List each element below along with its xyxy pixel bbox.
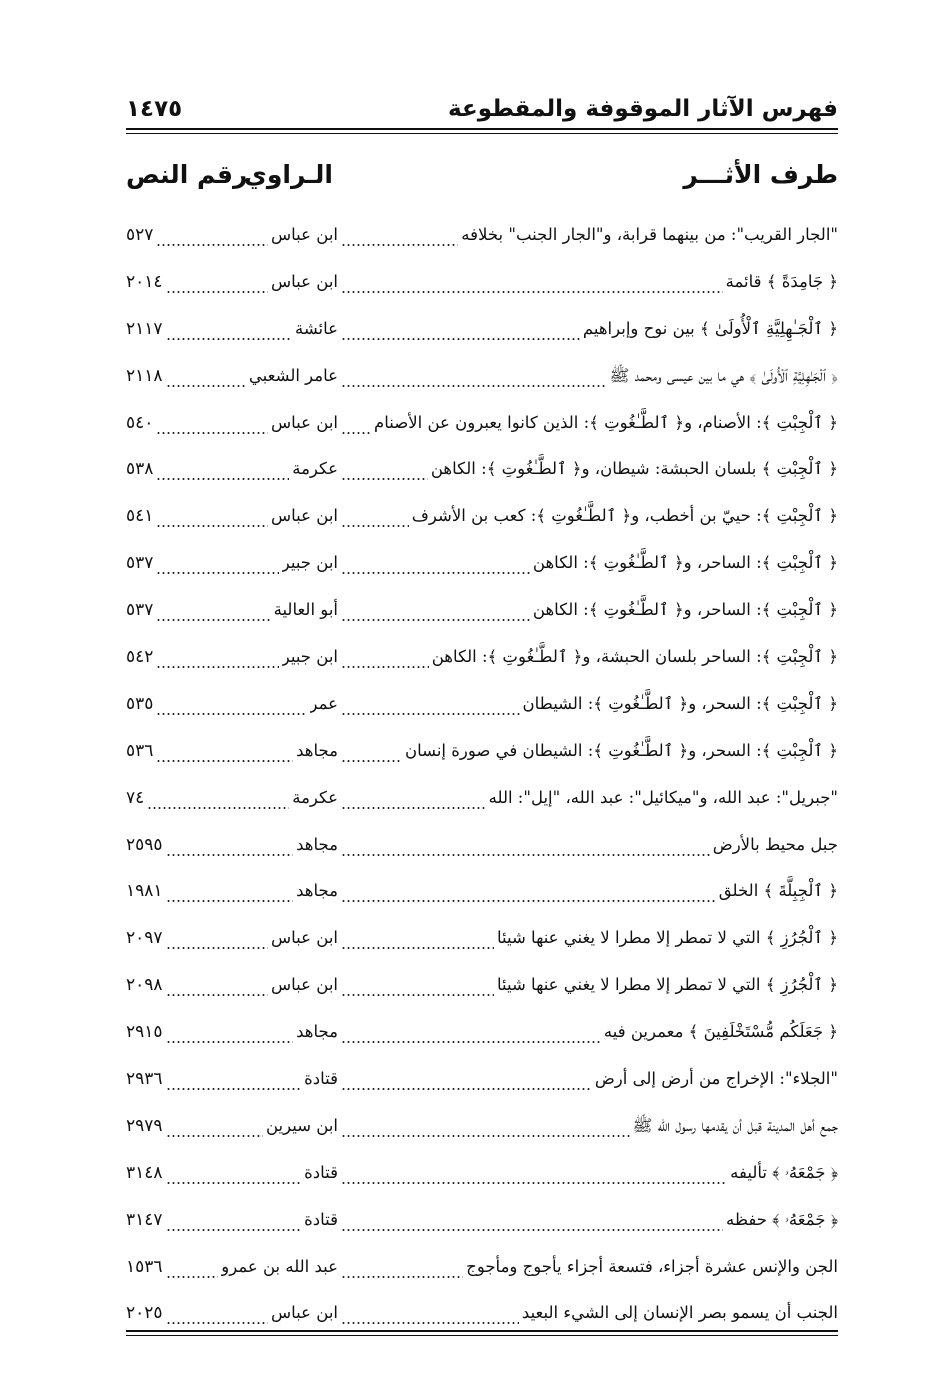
entry-text: ﴿ جَعَلَكُم مُّسْتَخْلَفِينَ ﴾ معمرين فيه (603, 1022, 838, 1042)
entry-text: ﴿ ٱلْجِبْتِ ﴾ بلسان الحبشة: شيطان، و﴿ ٱلطَّـٰغُوتِ ﴾: الكاهن (430, 459, 838, 479)
entry-text: ﴿ ٱلْجِبْتِ ﴾: السحر، و﴿ ٱلطَّـٰغُوتِ ﴾: الشيطان (522, 693, 838, 713)
entry-text: "جبريل": عبد الله، و"ميكائيل": عبد الله، "إيل": الله (488, 787, 838, 807)
entry-number: ١٥٣٦ (126, 1256, 163, 1277)
leader-dots (166, 1103, 263, 1150)
index-row (126, 634, 838, 681)
entry-narrator: عمر (309, 693, 338, 713)
entry-text: ﴿ ٱلْجِبْتِ ﴾: الساحر، و﴿ ٱلطَّـٰغُوتِ ﴾: الكاهن (532, 553, 838, 573)
index-row (126, 1150, 838, 1197)
leader-dots (341, 540, 530, 587)
entry-number: ٣١٤٨ (126, 1162, 163, 1183)
leader-dots (341, 728, 402, 775)
index-row (126, 306, 838, 353)
entry-text: "الجلاء": الإخراج من أرض إلى أرض (594, 1069, 838, 1089)
leader-dots (166, 1150, 302, 1197)
index-row (126, 728, 838, 775)
entry-narrator: ابن عباس (271, 928, 338, 948)
leader-dots (341, 915, 494, 962)
entry-number: ٢٩١٥ (126, 1022, 163, 1043)
entry-number: ٢٠٢٥ (126, 1303, 163, 1324)
leader-dots (156, 728, 293, 775)
leader-dots (156, 540, 278, 587)
entry-text: ﴿ ٱلْجَـٰهِلِيَّةِ ٱلْأُولَىٰ ﴾ بين نوح وإبراهيم (582, 318, 838, 338)
entry-narrator: مجاهد (296, 834, 338, 854)
index-row (126, 915, 838, 962)
leader-dots (341, 1103, 630, 1150)
leader-dots (166, 962, 268, 1009)
entry-narrator: عبد الله بن عمرو (221, 1256, 338, 1276)
leader-dots (341, 868, 716, 915)
entry-number: ٢١١٨ (126, 365, 163, 386)
entry-narrator: عكرمة (292, 787, 338, 807)
entry-text: ﴿ ٱلْجَـٰهِلِيَّةِ ٱلْأُولَىٰ ﴾ هي ما بين عيسى ومحمد ﷺ (609, 365, 838, 385)
leader-dots (341, 400, 371, 447)
entry-narrator: عامر الشعبي (248, 365, 338, 385)
page-number: ١٤٧٥ (126, 96, 183, 122)
leader-dots (341, 1244, 463, 1291)
entry-text: ﴿ ٱلْجُرُزِ ﴾ التي لا تمطر إلا مطرا لا يغني عنها شيئا (497, 975, 838, 995)
entry-text: ﴿ جَامِدَةً ﴾ قائمة (725, 271, 838, 291)
index-row (126, 868, 838, 915)
running-title: فهرس الآثار الموقوفة والمقطوعة (448, 96, 838, 122)
entry-number: ٥٢٧ (126, 225, 154, 245)
leader-dots (341, 962, 494, 1009)
entry-narrator: عكرمة (292, 459, 338, 479)
leader-dots (166, 353, 246, 400)
entry-narrator: ابن عباس (271, 506, 338, 526)
entry-text: ﴿ ٱلْجُرُزِ ﴾ التي لا تمطر إلا مطرا لا يغني عنها شيئا (497, 928, 838, 948)
running-header (126, 80, 838, 122)
leader-dots (341, 353, 607, 400)
entry-narrator: قتادة (304, 1209, 338, 1229)
leader-dots (341, 1056, 592, 1103)
entry-text: ﴿ ٱلْجِبْتِ ﴾: حييّ بن أخطب، و﴿ ٱلطَّـٰغُوتِ ﴾: كعب بن الأشرف (411, 506, 838, 526)
entry-number: ٢٩٧٩ (126, 1115, 163, 1136)
entry-text: الجن والإنس عشرة أجزاء، فتسعة أجزاء يأجوج ومأجوج (466, 1256, 838, 1276)
index-row (126, 962, 838, 1009)
entry-number: ٧٤ (126, 787, 145, 808)
index-row (126, 822, 838, 869)
index-row (126, 1056, 838, 1103)
leader-dots (341, 212, 458, 259)
leader-dots (166, 1056, 302, 1103)
footer-rule (126, 1330, 838, 1336)
leader-dots (166, 868, 294, 915)
entry-number: ٥٣٦ (126, 740, 154, 761)
column-header-text: طرف الأثـــر (683, 160, 838, 189)
entry-narrator: مجاهد (296, 740, 338, 760)
leader-dots (156, 400, 268, 447)
header-rule (126, 128, 838, 134)
index-entries (126, 212, 838, 1337)
leader-dots (166, 1197, 302, 1244)
leader-dots (341, 1197, 723, 1244)
leader-dots (166, 1244, 219, 1291)
leader-dots (166, 822, 294, 869)
column-headers (126, 160, 838, 206)
entry-number: ٢٥٩٥ (126, 834, 163, 855)
index-row (126, 1244, 838, 1291)
leader-dots (341, 259, 723, 306)
entry-number: ٣١٤٧ (126, 1209, 163, 1230)
entry-narrator: مجاهد (296, 1022, 338, 1042)
index-row (126, 681, 838, 728)
index-row (126, 540, 838, 587)
index-row (126, 1009, 838, 1056)
entry-text: "الجار القريب": من بينهما قرابة، و"الجار الجنب" بخلافه (461, 225, 838, 244)
index-row (126, 353, 838, 400)
leader-dots (341, 681, 520, 728)
leader-dots (156, 212, 268, 259)
entry-number: ٥٣٨ (126, 459, 154, 480)
leader-dots (341, 587, 530, 634)
column-header-number: رقم النص (126, 160, 248, 189)
index-row (126, 493, 838, 540)
entry-number: ٢٠٩٧ (126, 928, 163, 949)
entry-number: ٥٣٥ (126, 693, 154, 714)
leader-dots (341, 1009, 601, 1056)
entry-narrator: ابن عباس (271, 1303, 338, 1323)
entry-text: ﴿ ٱلْجِبْتِ ﴾: السحر، و﴿ ٱلطَّـٰغُوتِ ﴾: الشيطان في صورة إنسان (404, 740, 838, 760)
entry-text: ﴿ ٱلْجِبْتِ ﴾: الساحر، و﴿ ٱلطَّـٰغُوتِ ﴾: الكاهن (532, 600, 838, 620)
entry-number: ٥٤١ (126, 506, 154, 527)
entry-text: جبل محيط بالأرض (712, 834, 838, 854)
leader-dots (156, 681, 306, 728)
leader-dots (341, 822, 710, 869)
leader-dots (341, 306, 580, 353)
entry-narrator: ابن جبير (281, 647, 338, 667)
entry-number: ٥٣٧ (126, 600, 154, 621)
index-row (126, 259, 838, 306)
entry-narrator: قتادة (304, 1069, 338, 1089)
index-row (126, 1197, 838, 1244)
entry-narrator: عائشة (294, 318, 338, 338)
leader-dots (156, 634, 278, 681)
entry-text: ﴿ جَمْعَهُۥ ﴾ حفظه (726, 1209, 838, 1229)
index-row (126, 1103, 838, 1150)
entry-text: ﴿ ٱلْجِبْتِ ﴾: الساحر بلسان الحبشة، و﴿ ٱلطَّـٰغُوتِ ﴾: الكاهن (431, 647, 838, 667)
entry-narrator: ابن سيرين (265, 1115, 338, 1135)
leader-dots (166, 306, 292, 353)
entry-narrator: ابن عباس (271, 412, 338, 432)
index-row (126, 212, 838, 259)
entry-text: ﴿ ٱلْجِبْتِ ﴾: الأصنام، و﴿ ٱلطَّـٰغُوتِ ﴾: الذين كانوا يعبرون عن الأصنام (374, 412, 838, 432)
index-page (126, 80, 838, 1337)
index-row (126, 587, 838, 634)
entry-narrator: ابن عباس (271, 271, 338, 291)
entry-narrator: مجاهد (296, 881, 338, 901)
leader-dots (156, 493, 268, 540)
entry-text: جمع أهل المدينة قبل أن يقدمها رسول الله ﷺ (632, 1115, 838, 1135)
index-row (126, 400, 838, 447)
entry-number: ١٩٨١ (126, 881, 163, 902)
entry-text: ﴿ جَمْعَهُۥ ﴾ تأليفه (730, 1162, 838, 1182)
leader-dots (341, 446, 428, 493)
leader-dots (156, 446, 289, 493)
entry-text: ﴿ ٱلْجِبِلَّةَ ﴾ الخلق (718, 881, 838, 901)
leader-dots (166, 1009, 294, 1056)
entry-narrator: أبو العالية (273, 600, 338, 620)
entry-number: ٥٣٧ (126, 553, 154, 574)
entry-number: ٥٤٢ (126, 647, 154, 668)
entry-text: الجنب أن يسمو بصر الإنسان إلى الشيء البعيد (521, 1303, 838, 1323)
entry-narrator: ابن عباس (271, 975, 338, 995)
entry-narrator: ابن جبير (281, 553, 338, 573)
leader-dots (341, 493, 409, 540)
leader-dots (341, 634, 429, 681)
leader-dots (166, 915, 268, 962)
leader-dots (156, 587, 270, 634)
index-row (126, 775, 838, 822)
entry-narrator: قتادة (304, 1162, 338, 1182)
entry-narrator: ابن عباس (271, 225, 338, 244)
entry-number: ٢١١٧ (126, 318, 163, 339)
column-header-narrator: الـراوي (243, 160, 333, 189)
entry-number: ٢٠٩٨ (126, 975, 163, 996)
index-row (126, 446, 838, 493)
leader-dots (166, 259, 268, 306)
entry-number: ٢٩٣٦ (126, 1069, 163, 1090)
entry-number: ٢٠١٤ (126, 271, 163, 292)
entry-number: ٥٤٠ (126, 412, 154, 433)
leader-dots (341, 775, 486, 822)
leader-dots (341, 1150, 727, 1197)
leader-dots (147, 775, 289, 822)
